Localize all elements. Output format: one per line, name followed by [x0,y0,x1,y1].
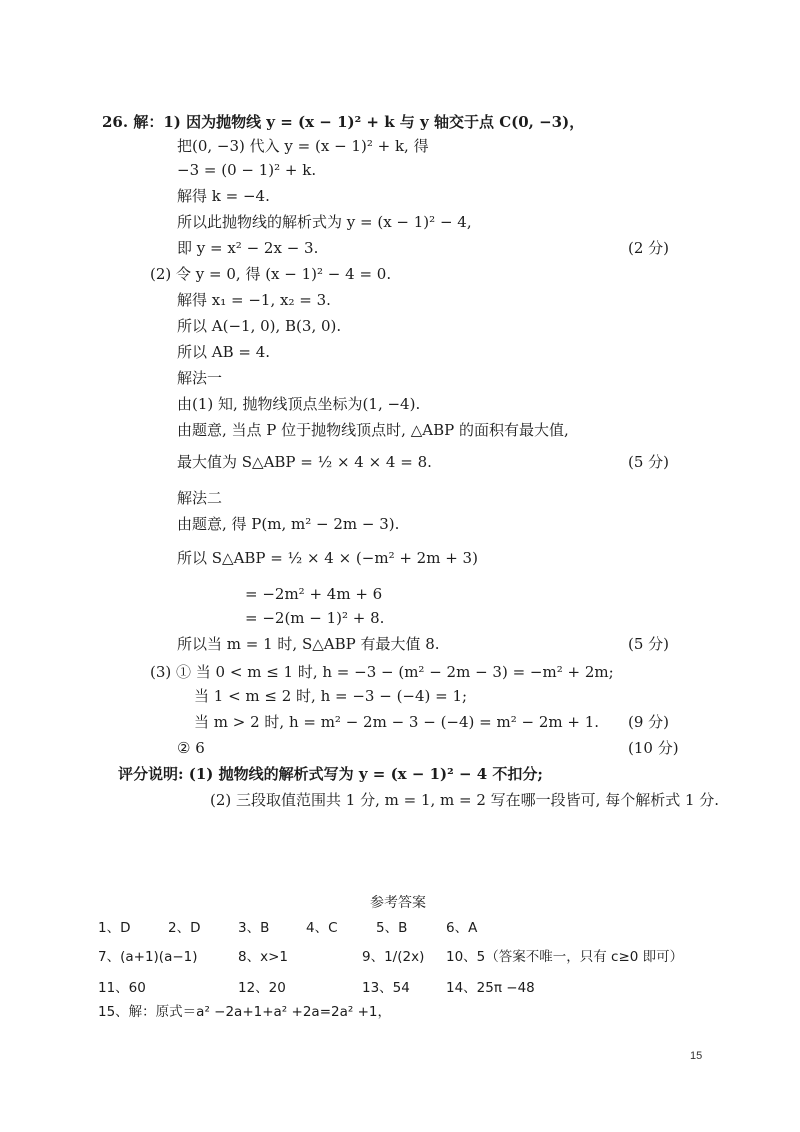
answer-5: 5、B [376,920,408,936]
answer-3: 3、B [238,920,270,936]
answer-15: 15、解：原式＝a² −2a+1+a² +2a=2a² +1， [98,1004,391,1020]
answer-2: 2、D [168,920,201,936]
answers-title: 参考答案 [370,895,426,911]
part1-line4: 解得 k = −4. [177,187,270,205]
answer-6: 6、A [446,920,478,936]
part1-line2: 把(0, −3) 代入 y = (x − 1)² + k, 得 [177,137,429,155]
part3-score-10: (10 分) [628,739,679,757]
part3-line1: (3) ① 当 0 < m ≤ 1 时, h = −3 − (m² − 2m − 3) = −m² + 2m; [150,663,614,681]
answer-12: 12、20 [238,980,286,996]
answer-13: 13、54 [362,980,410,996]
answer-11: 11、60 [98,980,146,996]
page-number: 15 [690,1050,703,1062]
method1-title: 解法一 [177,369,223,387]
method1-score: (5 分) [628,453,670,471]
part3-score-9: (9 分) [628,713,670,731]
part1-score: (2 分) [628,239,670,257]
method2-line1: 由题意, 得 P(m, m² − 2m − 3). [177,515,400,533]
answer-8: 8、x>1 [238,949,288,965]
answer-14: 14、25π −48 [446,980,535,996]
part1-line1: 26. 解：1) 因为抛物线 y = (x − 1)² + k 与 y 轴交于点 C(0, −3)， [102,113,585,131]
part2-line4: 所以 AB = 4. [177,343,271,361]
answer-1: 1、D [98,920,131,936]
method2-title: 解法二 [177,489,223,507]
part2-line3: 所以 A(−1, 0), B(3, 0). [177,317,342,335]
method1-line1: 由(1) 知, 抛物线顶点坐标为(1, −4). [177,395,421,413]
part1-line6: 即 y = x² − 2x − 3. [177,239,319,257]
method2-line2: 所以 S△ABP = ½ × 4 × (−m² + 2m + 3) [177,549,478,567]
part2-line1: (2) 令 y = 0, 得 (x − 1)² − 4 = 0. [150,265,392,283]
method1-line2: 由题意, 当点 P 位于抛物线顶点时, △ABP 的面积有最大值, [177,421,569,439]
method2-line5: 所以当 m = 1 时, S△ABP 有最大值 8. [177,635,440,653]
method2-line4: = −2(m − 1)² + 8. [245,609,385,627]
part3-line3: 当 m > 2 时, h = m² − 2m − 3 − (−4) = m² − 2m + 1. [194,713,600,731]
part3-line2: 当 1 < m ≤ 2 时, h = −3 − (−4) = 1; [194,687,468,705]
part2-line2: 解得 x₁ = −1, x₂ = 3. [177,291,331,309]
part1-line5: 所以此抛物线的解析式为 y = (x − 1)² − 4, [177,213,472,231]
method1-line3: 最大值为 S△ABP = ½ × 4 × 4 = 8. [177,453,432,471]
grading-note-line2: (2) 三段取值范围共 1 分, m = 1, m = 2 写在哪一段皆可, 每个解析式 1 分. [210,791,720,809]
part3-line4: ② 6 [177,739,205,757]
method2-line3: = −2m² + 4m + 6 [245,585,383,603]
part1-line3: −3 = (0 − 1)² + k. [177,161,317,179]
answer-9: 9、1/(2x) [362,949,425,965]
answer-10: 10、5（答案不唯一，只有 c≥0 即可） [446,949,684,965]
grading-note-line1: 评分说明: (1) 抛物线的解析式写为 y = (x − 1)² − 4 不扣分; [118,765,543,783]
method2-score: (5 分) [628,635,670,653]
answer-4: 4、C [306,920,338,936]
answer-7: 7、(a+1)(a−1) [98,949,198,965]
